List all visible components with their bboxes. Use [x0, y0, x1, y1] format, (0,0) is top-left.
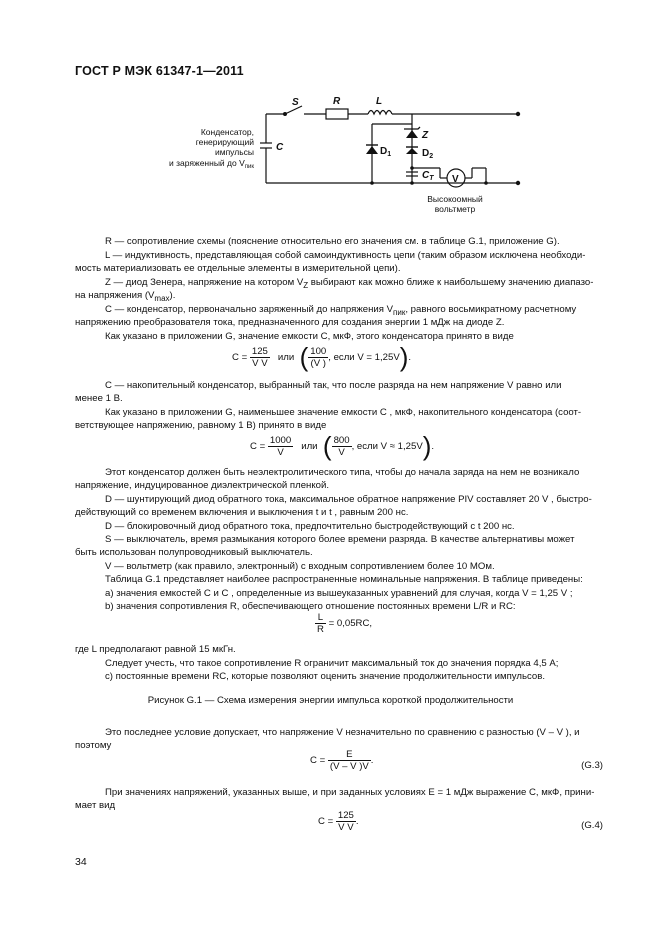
para-ct-2: менее 1 В. — [75, 393, 123, 404]
volt-desc-1: Высокоомный — [427, 194, 483, 204]
para-d1-2: действующий со временем включения и выключения t и t , равным 200 нс. — [75, 507, 409, 518]
para-ct-1: C — накопительный конденсатор, выбранный так, что после разряда на нем напряжение V равно или — [105, 380, 562, 391]
para-c-1: C — конденсатор, первоначально заряженный до напряжения $V_{пик}$, равного восьмикратному расчетному — [105, 304, 577, 317]
cap-desc-2: генерирующий — [195, 137, 254, 147]
inductor-l — [368, 111, 392, 115]
formula-lr: $\frac{L}{R}$ = 0,05RC, — [317, 612, 373, 635]
para-table-1: Таблица G.1 представляет наиболее распространенные номинальные напряжения. В таблице приведены: — [105, 574, 583, 585]
page-header: ГОСТ Р МЭК 61347-1—2011 — [75, 64, 244, 78]
para-e-2: напряжение, индуцированное диэлектрической пленкой. — [75, 480, 330, 491]
para-ct-4: ветствующее напряжению, равному 1 В) принято в виде — [75, 420, 327, 431]
page-number: 34 — [75, 856, 87, 868]
para-d1-1: D — шунтирующий диод обратного тока, максимальное обратное напряжение PIV составляет 20 V , быстро- — [105, 494, 592, 505]
para-l-2: мость материализовать ее отдельные элементы в измерительной цепи). — [75, 263, 401, 274]
label-z: Z — [422, 130, 429, 141]
label-l: L — [376, 96, 383, 107]
para-v: V — вольтметр (как правило, электронный) с входным сопротивлением более 10 МОм. — [105, 561, 495, 572]
formula-g3-number: (G.3) — [581, 760, 603, 771]
label-v: V — [452, 174, 459, 185]
formula-g4: C = $\frac{125}{\text{V V}}$ . — [318, 810, 359, 833]
para-c-3: Как указано в приложении G, значение емкости C, мкФ, этого конденсатора принято в виде — [105, 331, 514, 342]
label-c: C — [276, 142, 284, 153]
para-s-2: быть использован полупроводниковый выключатель. — [75, 547, 313, 558]
para-table-b: b) значения сопротивления R, обеспечивающего отношение постоянных времени L/R и RC: — [105, 601, 516, 612]
para-s-1: S — выключатель, время размыкания которого более времени разряда. В качестве альтернативы может — [105, 534, 575, 545]
para-z-2: на напряжения $(V_{max})$. — [75, 290, 176, 303]
formula-g4-number: (G.4) — [581, 820, 603, 831]
para-ct-3: Как указано в приложении G, наименьшее значение емкости C , мкФ, накопительного конденсатора (соот- — [105, 407, 582, 418]
formula-g3: C = $\frac{E}{(V - V )V}$ . — [310, 749, 374, 772]
cap-desc-4: и заряженный до $V_{пик}$ — [169, 158, 254, 170]
label-r: R — [333, 96, 341, 107]
para-f-2: с) постоянные времени RC, которые позволяют оценить значение продолжительности импульсов. — [105, 671, 545, 682]
para-q-1: При значениях напряжений, указанных выше, и при заданных условиях E = 1 мДж выражение C, мкФ, прини- — [105, 787, 595, 798]
cap-desc-1: Конденсатор, — [200, 127, 254, 137]
para-l-1: L — индуктивность, представляющая собой самоиндуктивность цепи (таким образом исключена необходи- — [105, 250, 586, 261]
label-ct: $C_T$ — [422, 170, 434, 182]
para-l-value: где L предполагают равной 15 мкГн. — [75, 644, 236, 655]
resistor-r — [326, 109, 348, 119]
para-p-2: поэтому — [75, 740, 112, 751]
cap-desc-3: импульсы — [214, 147, 254, 157]
label-s: S — [292, 97, 299, 108]
para-d2: D — блокировочный диод обратного тока, предпочтительно быстродействующий с t 200 нс. — [105, 521, 515, 532]
label-d1: $D_1$ — [380, 146, 392, 158]
label-d2: $D_2$ — [422, 148, 434, 160]
para-q-2: мает вид — [75, 800, 116, 811]
para-e-1: Этот конденсатор должен быть неэлектролитического типа, чтобы до начала заряда на нем не возникало — [105, 467, 580, 478]
figure-caption: Рисунок G.1 — Схема измерения энергии импульса короткой продолжительности — [147, 695, 514, 706]
para-c-2: напряжению преобразователя тока, предназначенного для создания энергии 1 мДж на диоде Z. — [75, 317, 505, 328]
volt-desc-2: вольтметр — [434, 204, 476, 214]
para-p-1: Это последнее условие допускает, что напряжение V незначительно по сравнению с разностью (V – V ), и — [105, 727, 580, 738]
para-z-1: Z — диод Зенера, напряжение на котором $V_Z$ выбирают как можно ближе к наибольшему значению диапазо- — [105, 277, 594, 290]
para-table-a: а) значения емкостей C и C , определенные из вышеуказанных уравнений для случая, когда V = 1,25 V ; — [105, 588, 573, 599]
para-f-1: Следует учесть, что такое сопротивление R ограничит максимальный ток до значения порядка 4,5 А; — [105, 658, 559, 669]
formula-c1: C = $\frac{125}{\text{V V}}$ или ( $\frac{100}{(V )}$ , если V = 1,25V). — [232, 342, 412, 372]
para-r: R — сопротивление схемы (пояснение относительно его значения см. в таблице G.1, приложение G). — [105, 236, 560, 247]
circuit-diagram — [150, 88, 540, 228]
formula-ct: C = $\frac{1000}{V}$ или ( $\frac{800}{V}$ , если V ≈ 1,25V). — [250, 431, 435, 461]
